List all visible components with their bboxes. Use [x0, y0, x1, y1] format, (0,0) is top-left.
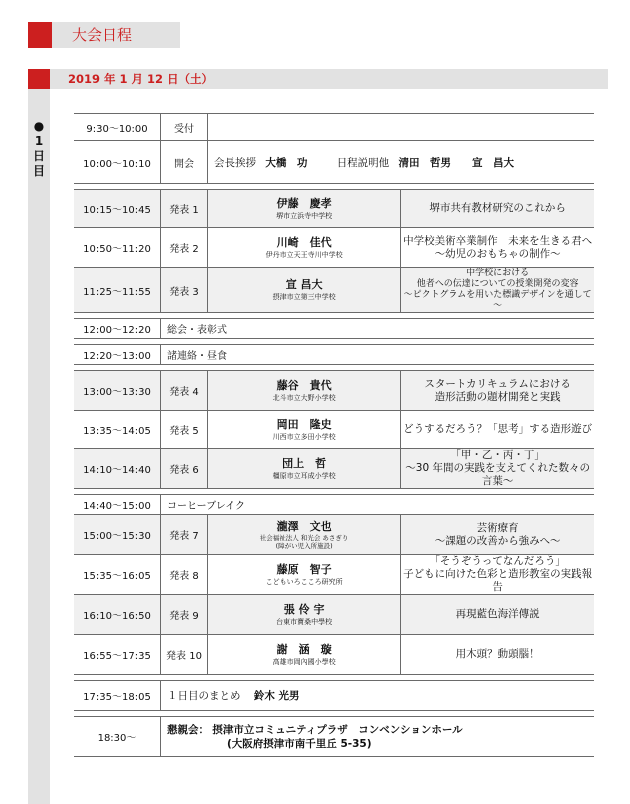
presenter-cell [208, 371, 401, 411]
empty-cell [208, 114, 595, 141]
kind-cell: 発表 7 [161, 515, 208, 555]
explainer-names: 清田 哲男 宣 昌大 [398, 156, 515, 169]
time-cell: 12:00～12:20 [74, 319, 161, 339]
topic-line: どうするだろう？「思考」する造形遊び [403, 423, 593, 435]
topic-cell [401, 595, 594, 635]
time-cell: 14:10～14:40 [74, 449, 161, 489]
kind-cell: 発表 2 [161, 228, 208, 268]
activity-cell: 総会・表彰式 [161, 319, 595, 339]
time-cell: 12:20～13:00 [74, 345, 161, 365]
time-cell: 11:25～11:55 [74, 268, 161, 313]
table-row [74, 515, 594, 555]
topic-cell [401, 190, 594, 228]
presenter-affiliation: 社会福祉法人 和光会 あさぎり [259, 533, 349, 542]
table-row [74, 345, 594, 365]
presenter-affiliation: 北斗市立大野小学校 [272, 393, 336, 402]
presenter-cell [208, 190, 401, 228]
time-cell: 14:40～15:00 [74, 495, 161, 515]
day-label-char: 日 [32, 149, 45, 163]
time-cell: 10:15～10:45 [74, 190, 161, 228]
presenter-cell [208, 411, 401, 449]
kind-cell: 発表 8 [161, 555, 208, 595]
topic-cell [401, 555, 594, 595]
topic-line: 堺市共有教材研究のこれから [429, 202, 566, 214]
presenter-name: 瀧澤 文也 [276, 519, 332, 533]
party-label: 懇親会： [167, 723, 209, 736]
title-text: 大会日程 [72, 26, 133, 44]
topic-line: 他者への伝達についての授業開発の変容 [416, 279, 579, 289]
table-row [74, 717, 594, 757]
presenter-affiliation: 堺市立浜寺中学校 [276, 211, 333, 220]
topic-cell [401, 449, 594, 489]
table-row [74, 635, 594, 675]
table-row [74, 449, 594, 489]
presenter-affiliation: 川西市立多田小学校 [272, 432, 336, 441]
topic-line: ～課題の改善から強みへ～ [434, 534, 561, 547]
kind-cell: 発表 6 [161, 449, 208, 489]
time-cell: 16:55～17:35 [74, 635, 161, 675]
topic-cell [401, 228, 594, 268]
explainer-label: 日程説明他 [336, 156, 390, 169]
date-text: 2019 年 1 月 12 日（土） [68, 72, 214, 86]
time-cell: 15:35～16:05 [74, 555, 161, 595]
presenter-affiliation: 摂津市立第三中学校 [272, 293, 336, 301]
activity-cell: 諸連絡・昼食 [161, 345, 595, 365]
presenter-name: 岡田 隆史 [276, 417, 332, 431]
presenter-name: 宣 昌大 [285, 278, 323, 291]
table-row [74, 595, 594, 635]
opening-cell [208, 141, 595, 184]
party-cell [161, 717, 595, 757]
presenter-cell [208, 449, 401, 489]
presenter-name: 団上 哲 [282, 456, 327, 470]
table-row [74, 495, 594, 515]
topic-cell [401, 268, 594, 313]
kind-cell: 発表 1 [161, 190, 208, 228]
day-label-char: 1 [34, 134, 44, 148]
time-cell: 13:35～14:05 [74, 411, 161, 449]
table-row [74, 319, 594, 339]
day-label [28, 119, 50, 179]
presenter-name: 張 伶 宇 [283, 602, 325, 616]
presenter-affiliation: こどもいろこころ研究所 [265, 577, 343, 586]
summary-label: １日目のまとめ [167, 690, 241, 702]
time-cell: 10:50～11:20 [74, 228, 161, 268]
time-cell: 15:00～15:30 [74, 515, 161, 555]
presenter-affiliation: 高雄市岡內國小學校 [272, 657, 336, 666]
topic-line: 用木頭？動頭腦！ [455, 648, 540, 660]
presenter-affiliation: 橿原市立耳成小学校 [272, 471, 336, 480]
topic-line: スタートカリキュラムにおける [424, 377, 571, 390]
party-address: (大阪府摂津市南千里丘 5-35) [227, 737, 372, 750]
presenter-cell [208, 268, 401, 313]
table-row [74, 190, 594, 228]
time-cell: 10:00～10:10 [74, 141, 161, 184]
activity-cell: コーヒーブレイク [161, 495, 595, 515]
presenter-cell [208, 515, 401, 555]
presenter-affiliation-note: (障がい児入所施設) [275, 541, 333, 550]
topic-cell [401, 635, 594, 675]
presenter-cell [208, 595, 401, 635]
topic-line: 再現藍色海洋傳説 [455, 608, 540, 620]
table-row [74, 141, 594, 184]
section-title [28, 22, 180, 48]
greeting-label: 会長挨拶 [214, 156, 256, 169]
topic-line: 「そうぞうってなんだろう」 [429, 555, 566, 567]
topic-line: ～30 年間の実践を支えてくれた数々の言葉～ [405, 462, 590, 487]
kind-cell: 発表 5 [161, 411, 208, 449]
time-cell: 16:10～16:50 [74, 595, 161, 635]
presenter-cell [208, 635, 401, 675]
topic-line: 造形活動の題材開発と実践 [434, 390, 561, 403]
presenter-name: 伊藤 慶孝 [276, 196, 332, 210]
presenter-name: 謝 涵 璇 [276, 642, 332, 656]
title-red-block [28, 22, 52, 48]
presenter-affiliation: 伊丹市立天王寺川中学校 [265, 250, 343, 259]
time-cell: 17:35～18:05 [74, 681, 161, 711]
kind-cell: 発表 10 [161, 635, 208, 675]
schedule-table [74, 113, 594, 757]
greeting-name: 大橋 功 [265, 156, 308, 169]
kind-cell: 発表 4 [161, 371, 208, 411]
topic-cell [401, 411, 594, 449]
topic-line: 中学校美術卒業制作 未来を生きる君へ [403, 234, 593, 247]
table-row [74, 268, 594, 313]
summary-cell [161, 681, 595, 711]
topic-line: 「甲・乙・丙・丁」 [450, 449, 545, 461]
presenter-cell [208, 555, 401, 595]
summary-name: 鈴木 光男 [253, 690, 300, 702]
kind-cell: 発表 9 [161, 595, 208, 635]
party-venue: 摂津市立コミュニティプラザ コンベンションホール [212, 723, 463, 736]
presenter-name: 藤原 智子 [276, 562, 332, 576]
presenter-name: 藤谷 貴代 [276, 378, 332, 392]
presenter-cell [208, 228, 401, 268]
topic-note: ～ピクトグラムを用いた標識デザインを通して～ [403, 290, 592, 311]
topic-cell [401, 371, 594, 411]
kind-cell: 発表 3 [161, 268, 208, 313]
table-row [74, 228, 594, 268]
topic-line: 芸術療育 [476, 521, 519, 534]
table-row [74, 114, 594, 141]
time-cell: 9:30～10:00 [74, 114, 161, 141]
kind-cell: 開会 [161, 141, 208, 184]
topic-line: 中学校における [466, 268, 530, 278]
table-row [74, 681, 594, 711]
presenter-affiliation: 台東市寶桑中學校 [276, 617, 333, 626]
topic-line: 子どもに向けた色彩と造形教室の実践報告 [403, 568, 593, 593]
time-cell: 13:00～13:30 [74, 371, 161, 411]
date-red-block [28, 69, 50, 89]
time-cell: 18:30～ [74, 717, 161, 757]
kind-cell: 受付 [161, 114, 208, 141]
table-row [74, 555, 594, 595]
day-label-bullet: ● [33, 119, 45, 133]
presenter-name: 川崎 佳代 [276, 235, 332, 249]
topic-cell [401, 515, 594, 555]
day-label-char: 目 [32, 164, 45, 178]
table-row [74, 371, 594, 411]
table-row [74, 411, 594, 449]
day-side-bar [28, 89, 50, 804]
topic-line: ～幼児のおもちゃの制作～ [434, 247, 561, 260]
date-bar [28, 69, 608, 89]
